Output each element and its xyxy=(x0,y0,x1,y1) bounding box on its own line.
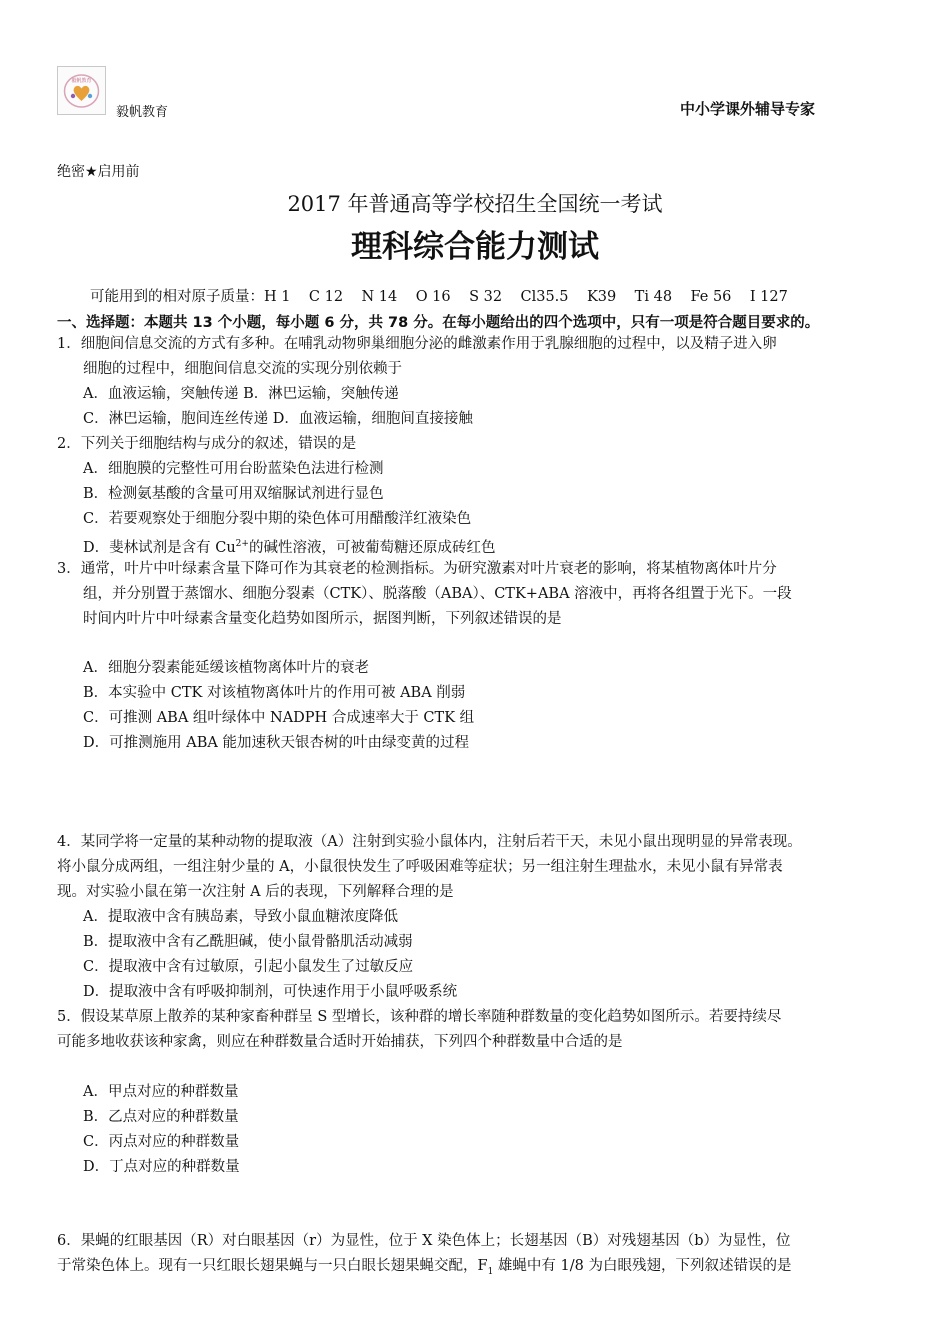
logo-text: 毅帆教育 xyxy=(71,78,92,84)
company-logo xyxy=(57,66,106,115)
q3-option-d: D．可推测施用 ABA 能加速秋天银杏树的叶由绿变黄的过程 xyxy=(83,735,469,751)
q3-option-c: C．可推测 ABA 组叶绿体中 NADPH 合成速率大于 CTK 组 xyxy=(83,710,475,726)
q4-option-c: C．提取液中含有过敏原，引起小鼠发生了过敏反应 xyxy=(83,959,414,975)
atomic-masses: 可能用到的相对原子质量：H 1 C 12 N 14 O 16 S 32 Cl35.5 K39 Ti 48 Fe 56 I 127 xyxy=(90,289,788,305)
q2-option-a: A．细胞膜的完整性可用台盼蓝染色法进行检测 xyxy=(83,461,384,477)
q2-option-d xyxy=(83,534,495,558)
q4-option-d: D．提取液中含有呼吸抑制剂，可快速作用于小鼠呼吸系统 xyxy=(83,984,458,1000)
q4-option-a: A．提取液中含有胰岛素，导致小鼠血糖浓度降低 xyxy=(83,909,398,925)
exam-title: 2017 年普通高等学校招生全国统一考试 xyxy=(287,192,663,216)
q2-option-d-superscript: 2+ xyxy=(235,539,249,549)
exam-subtitle: 理科综合能力测试 xyxy=(351,229,599,265)
q2-option-d-text-end: 的碱性溶液，可被葡萄糖还原成砖红色 xyxy=(248,539,496,556)
q3-line-1: 3．通常，叶片中叶绿素含量下降可作为其衰老的检测指标。为研究激素对叶片衰老的影响，将某植物离体叶片分 xyxy=(57,561,777,577)
q4-line-1: 4．某同学将一定量的某种动物的提取液（A）注射到实验小鼠体内，注射后若干天，未见小鼠出现明显的异常表现。 xyxy=(57,834,802,850)
brand-name: 毅帆教育 xyxy=(116,105,169,120)
section-header: 一、选择题：本题共 13 个小题，每小题 6 分，共 78 分。在每小题给出的四个选项中，只有一项是符合题目要求的。 xyxy=(57,315,820,331)
q3-option-b: B．本实验中 CTK 对该植物离体叶片的作用可被 ABA 削弱 xyxy=(83,685,466,701)
q4-line-2: 将小鼠分成两组，一组注射少量的 A，小鼠很快发生了呼吸困难等症状；另一组注射生理盐水，未见小鼠有异常表 xyxy=(57,859,783,875)
q2-line-1: 2．下列关于细胞结构与成分的叙述，错误的是 xyxy=(57,436,357,452)
q2-option-d-text: D．斐林试剂是含有 Cu xyxy=(83,539,236,556)
q5-option-d: D．丁点对应的种群数量 xyxy=(83,1159,240,1175)
q1-line-2: 细胞的过程中，细胞间信息交流的实现分别依赖于 xyxy=(83,361,402,377)
q3-option-a: A．细胞分裂素能延缓该植物离体叶片的衰老 xyxy=(83,660,369,676)
slogan: 中小学课外辅导专家 xyxy=(680,100,816,118)
q6-line-2-text-end: 雄蝇中有 1/8 为白眼残翅，下列叙述错误的是 xyxy=(493,1258,792,1274)
q6-line-1: 6．果蝇的红眼基因（R）对白眼基因（r）为显性，位于 X 染色体上；长翅基因（B）对残翅基因（b）为显性，位 xyxy=(57,1233,791,1249)
q6-line-2 xyxy=(57,1256,791,1282)
q6-line-2-text: 于常染色体上。现有一只红眼长翅果蝇与一只白眼长翅果蝇交配，F xyxy=(57,1258,488,1274)
q1-options-cd: C．淋巴运输，胞间连丝传递 D．血液运输，细胞间直接接触 xyxy=(83,411,473,427)
q4-option-b: B．提取液中含有乙酰胆碱，使小鼠骨骼肌活动减弱 xyxy=(83,934,413,950)
q5-option-a: A．甲点对应的种群数量 xyxy=(83,1084,239,1100)
q1-line-1: 1．细胞间信息交流的方式有多种。在哺乳动物卵巢细胞分泌的雌激素作用于乳腺细胞的过程中，以及精子进入卵 xyxy=(57,336,777,352)
q4-line-3: 现。对实验小鼠在第一次注射 A 后的表现，下列解释合理的是 xyxy=(57,884,454,900)
q1-options-ab: A．血液运输，突触传递 B．淋巴运输，突触传递 xyxy=(83,386,399,402)
q2-option-c: C．若要观察处于细胞分裂中期的染色体可用醋酸洋红液染色 xyxy=(83,511,472,527)
q5-line-2: 可能多地收获该种家禽，则应在种群数量合适时开始捕获，下列四个种群数量中合适的是 xyxy=(57,1034,623,1050)
q6-subscript: 1 xyxy=(487,1266,494,1277)
q5-option-c: C．丙点对应的种群数量 xyxy=(83,1134,240,1150)
q3-line-2: 组，并分别置于蒸馏水、细胞分裂素（CTK）、脱落酸（ABA）、CTK+ABA 溶液中，再将各组置于光下。一段 xyxy=(83,586,792,602)
q5-option-b: B．乙点对应的种群数量 xyxy=(83,1109,239,1125)
q5-line-1: 5．假设某草原上散养的某种家畜种群呈 S 型增长，该种群的增长率随种群数量的变化趋势如图所示。若要持续尽 xyxy=(57,1009,782,1025)
logo-emblem-icon xyxy=(58,67,105,114)
q2-option-b: B．检测氨基酸的含量可用双缩脲试剂进行显色 xyxy=(83,486,384,502)
q3-line-3: 时间内叶片中叶绿素含量变化趋势如图所示，据图判断，下列叙述错误的是 xyxy=(83,611,562,627)
confidential-mark: 绝密★启用前 xyxy=(57,164,140,180)
